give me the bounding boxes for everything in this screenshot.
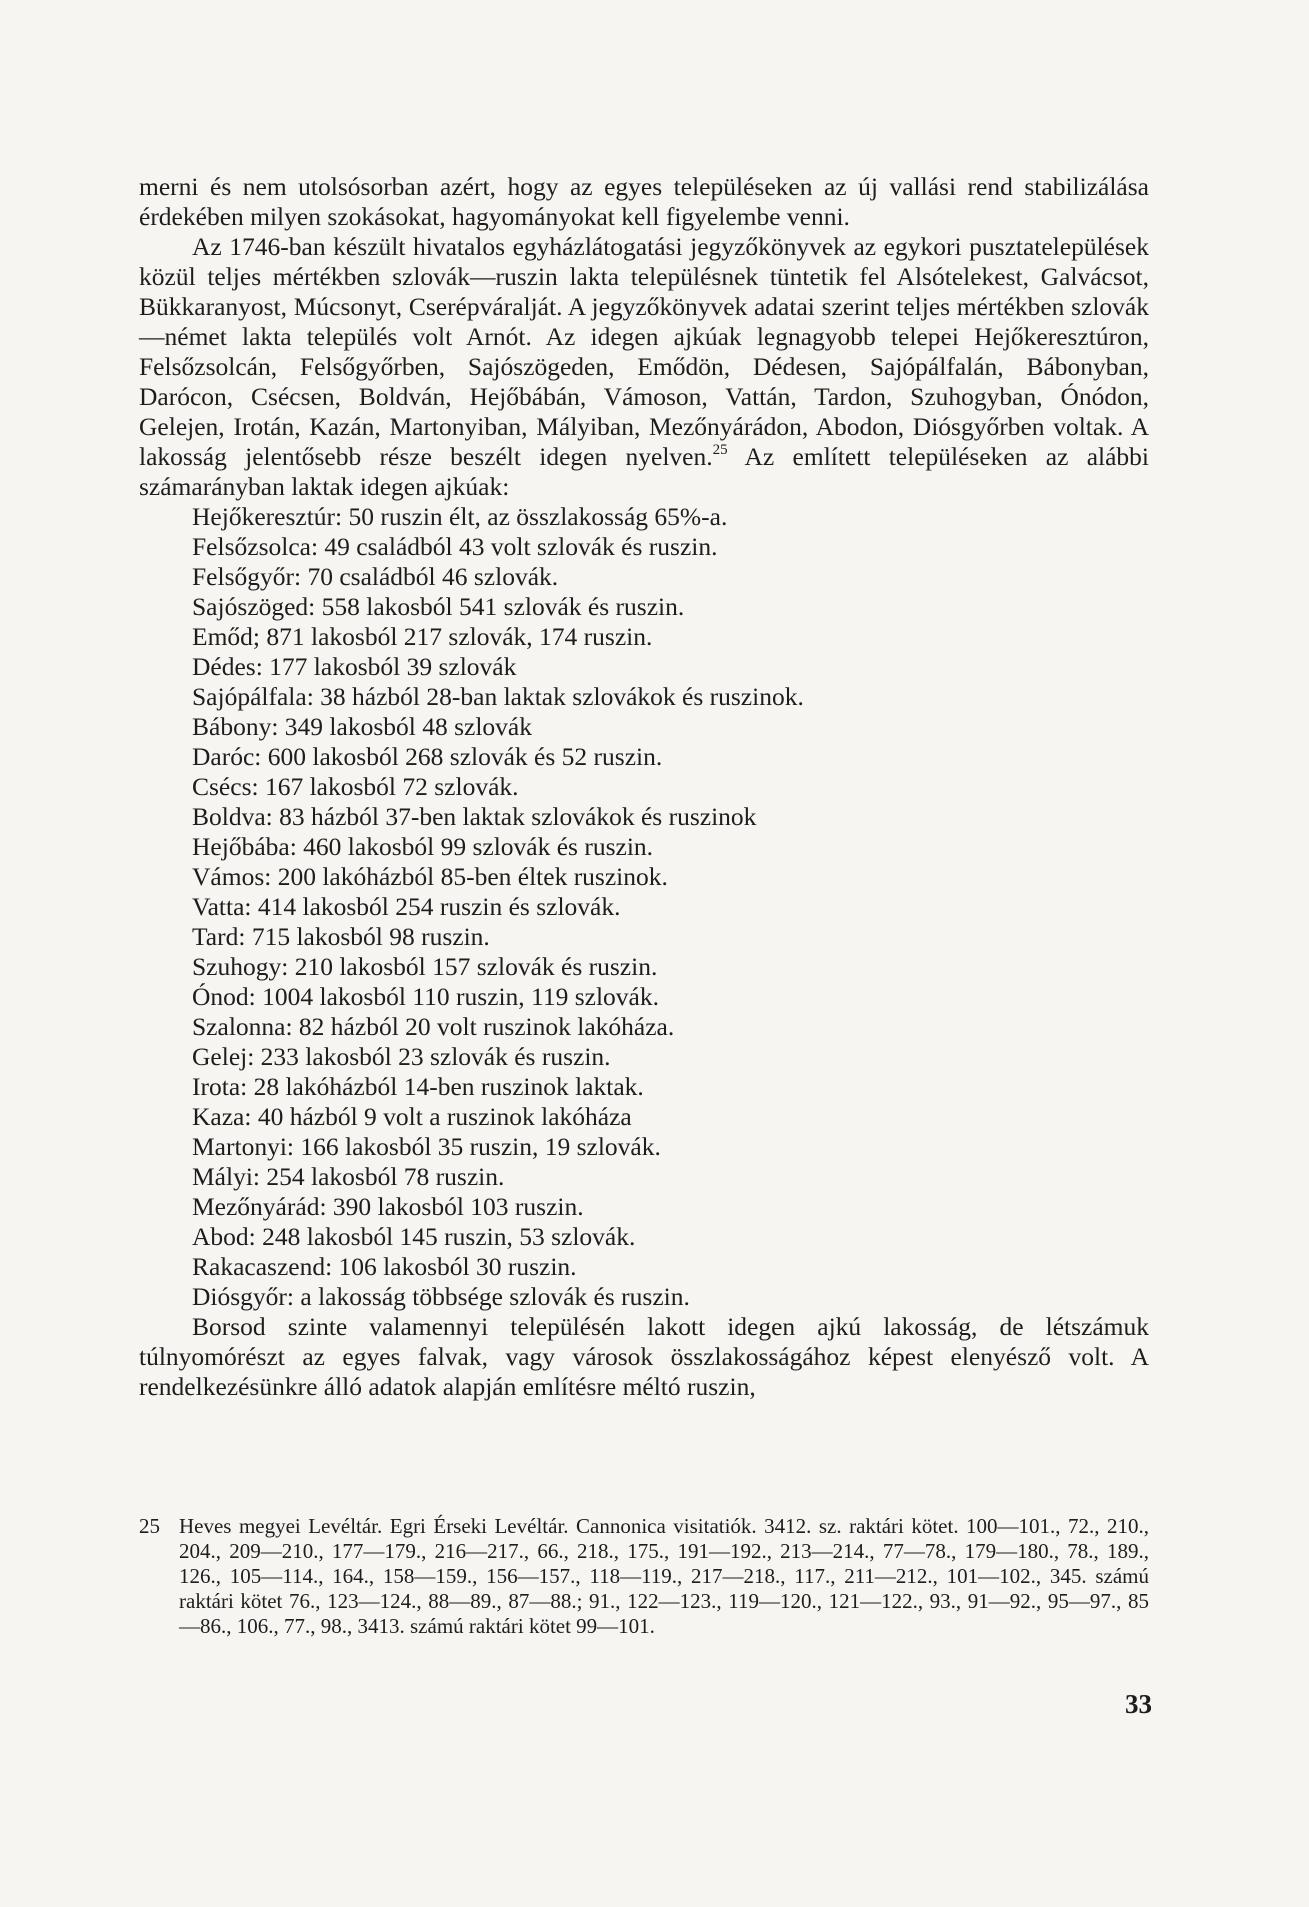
settlement-list-item: Emőd; 871 lakosból 217 szlovák, 174 ruszin. bbox=[192, 622, 653, 651]
settlement-list-item: Bábony: 349 lakosból 48 szlovák bbox=[192, 712, 532, 741]
settlement-list-item: Vatta: 414 lakosból 254 ruszin és szlovák. bbox=[192, 892, 621, 921]
settlement-list-item: Tard: 715 lakosból 98 ruszin. bbox=[192, 922, 490, 951]
settlement-list-item: Felsőgyőr: 70 családból 46 szlovák. bbox=[192, 562, 559, 591]
settlement-list-item: Vámos: 200 lakóházból 85-ben éltek ruszinok. bbox=[192, 862, 668, 891]
settlement-list-item: Irota: 28 lakóházból 14-ben ruszinok laktak. bbox=[192, 1072, 644, 1101]
settlement-list-item: Felsőzsolca: 49 családból 43 volt szlovák és ruszin. bbox=[192, 532, 718, 561]
paragraph-list-intro: Az említett településeken az alábbi számarányban laktak idegen ajkúak: bbox=[139, 442, 1150, 501]
footnote bbox=[139, 1514, 1149, 1639]
footnote-reference: 25 bbox=[712, 441, 728, 458]
page-number: 33 bbox=[1125, 1689, 1152, 1719]
settlement-list-item: Boldva: 83 házból 37-ben laktak szlovákok és ruszinok bbox=[192, 802, 757, 831]
settlement-list-item: Hejőkeresztúr: 50 ruszin élt, az összlakosság 65%-a. bbox=[192, 502, 728, 531]
settlement-list-item: Sajószöged: 558 lakosból 541 szlovák és ruszin. bbox=[192, 592, 685, 621]
paragraph-continuation: merni és nem utolsósorban azért, hogy az egyes településeken az új vallási rend stabilizálása érdekében milyen szokásokat, hagyományokat kell figyelembe venni. bbox=[139, 172, 1149, 231]
settlement-list-item: Mezőnyárád: 390 lakosból 103 ruszin. bbox=[192, 1192, 584, 1221]
settlement-list-item: Dédes: 177 lakosból 39 szlovák bbox=[192, 652, 517, 681]
paragraph-conclusion: Borsod szinte valamennyi településén lakott idegen ajkú lakosság, de létszámuk túlnyomórészt az egyes falvak, vagy városok összlakosságához képest elenyésző volt. A rendelkezésünkre álló adatok alapján említésre méltó ruszin, bbox=[139, 1312, 1149, 1401]
settlement-list-item: Hejőbába: 460 lakosból 99 szlovák és ruszin. bbox=[192, 832, 654, 861]
footnote-number: 25 bbox=[139, 1514, 160, 1538]
settlement-list-item: Martonyi: 166 lakosból 35 ruszin, 19 szlovák. bbox=[192, 1132, 661, 1161]
paragraph-visitation bbox=[139, 232, 1149, 502]
settlement-list-item: Csécs: 167 lakosból 72 szlovák. bbox=[192, 772, 519, 801]
settlement-list-item: Sajópálfala: 38 házból 28-ban laktak szlovákok és ruszinok. bbox=[192, 682, 804, 711]
settlement-list-item: Ónod: 1004 lakosból 110 ruszin, 119 szlovák. bbox=[192, 982, 659, 1011]
footnote-text: Heves megyei Levéltár. Egri Érseki Levéltár. Cannonica visitatiók. 3412. sz. raktári kötet. 100—101., 72., 210., 204., 209—210., 177—179., 216—217., 66., 218., 175., 191—192., 213—214., 77—78., 179—180., 78., 189., 126., 105—114., 164., 158—159., 156—157., 118—119., 217—218., 117., 211—212., 101—102., 345. számú raktári kötet 76., 123—124., 88—89., 87—88.; 91., 122—123., 119—120., 121—122., 93., 91—92., 95—97., 85—86., 106., 77., 98., 3413. számú raktári kötet 99—101. bbox=[179, 1514, 1149, 1638]
settlement-list-item: Diósgyőr: a lakosság többsége szlovák és ruszin. bbox=[192, 1282, 690, 1311]
settlement-list-item: Szuhogy: 210 lakosból 157 szlovák és ruszin. bbox=[192, 952, 658, 981]
settlement-list-item: Szalonna: 82 házból 20 volt ruszinok lakóháza. bbox=[192, 1012, 675, 1041]
paragraph-visitation-text: Az 1746-ban készült hivatalos egyházlátogatási jegyzőkönyvek az egykori pusztatelepülések közül teljes mértékben szlovák—ruszin lakta településnek tüntetik fel Alsótelekest, Galvácsot, Bükkaranyost, Múcsonyt, Cserépváralját. A jegyzőkönyvek adatai szerint teljes mértékben szlovák—német lakta település volt Arnót. Az idegen ajkúak legnagyobb telepei Hejőkeresztúron, Felsőzsolcán, Felsőgyőrben, Sajószögeden, Emődön, Dédesen, Sajópálfalán, Bábonyban, Darócon, Csécsen, Boldván, Hejőbábán, Vámoson, Vattán, Tardon, Szuhogyban, Ónódon, Gelejen, Irotán, Kazán, Martonyiban, Mályiban, Mezőnyárádon, Abodon, Diósgyőrben voltak. A lakosság jelentősebb része beszélt idegen nyelven. bbox=[139, 232, 1149, 471]
settlement-list-item: Gelej: 233 lakosból 23 szlovák és ruszin. bbox=[192, 1042, 611, 1071]
body-text bbox=[139, 172, 1149, 1402]
settlement-list-item: Mályi: 254 lakosból 78 ruszin. bbox=[192, 1162, 505, 1191]
settlement-list-item: Daróc: 600 lakosból 268 szlovák és 52 ruszin. bbox=[192, 742, 663, 771]
settlement-list bbox=[139, 502, 1149, 1312]
settlement-list-item: Kaza: 40 házból 9 volt a ruszinok lakóháza bbox=[192, 1102, 632, 1131]
settlement-list-item: Abod: 248 lakosból 145 ruszin, 53 szlovák. bbox=[192, 1222, 636, 1251]
settlement-list-item: Rakacaszend: 106 lakosból 30 ruszin. bbox=[192, 1252, 577, 1281]
